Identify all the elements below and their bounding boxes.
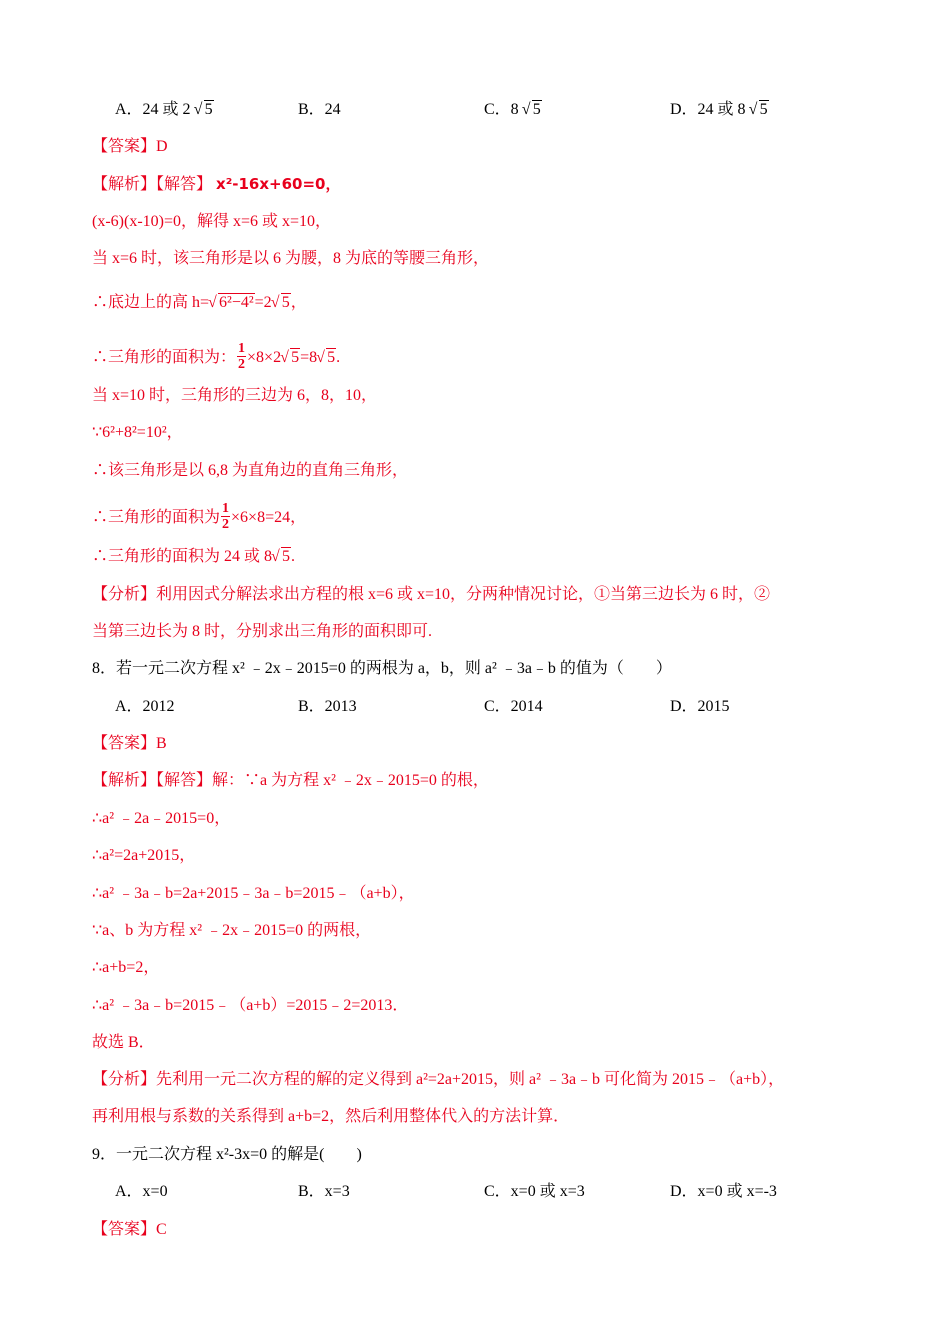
q8-solution-line-7: ∴a² ﹣3a﹣b=2015﹣（a+b）=2015﹣2=2013． xyxy=(92,997,409,1014)
sqrt-symbol: √ 5 xyxy=(523,99,542,121)
q7-option-a-text: A．24 或 2 xyxy=(115,101,195,118)
q8-stem: 8．若一元二次方程 x² ﹣2x﹣2015=0 的两根为 a，b，则 a² ﹣3a﹣b 的值为（ ） xyxy=(92,660,672,677)
q8-solution-line-4: ∴a² ﹣3a﹣b=2a+2015﹣3a﹣b=2015﹣（a+b）， xyxy=(92,885,415,902)
q7-solution-line-9: ∴三角形的面积为 24 或 8√ 5. xyxy=(92,546,295,568)
q7-answer: 【答案】D xyxy=(92,138,168,155)
q9-option-a: A．x=0 xyxy=(115,1183,168,1200)
q7-option-c-text: C．8 xyxy=(484,101,523,118)
q8-solution-line-6: ∴a+b=2， xyxy=(92,959,160,976)
q8-solution-line-8: 故选 B． xyxy=(92,1034,155,1051)
q7-analysis-line-2: 当第三边长为 8 时，分别求出三角形的面积即可. xyxy=(92,623,433,640)
q8-solution-line-2: ∴a² ﹣2a﹣2015=0， xyxy=(92,810,231,827)
q7-solution-line-2: 当 x=6 时，该三角形是以 6 为腰，8 为底的等腰三角形， xyxy=(92,250,490,267)
q7-solution-line-4: ∴三角形的面积为： $\frac{1}{2}$ ×8×2√ 5=8√ 5. xyxy=(92,343,340,374)
sqrt-symbol: √ 6²−4² xyxy=(209,292,255,314)
sqrt-symbol: √ 5 xyxy=(272,292,291,314)
fraction-one-half: $\frac{1}{2}$ xyxy=(222,501,230,532)
q7-solution-line-1: (x-6)(x-10)=0，解得 x=6 或 x=10， xyxy=(92,213,332,230)
q7-solution-header xyxy=(92,173,340,196)
q9-option-d: D．x=0 或 x=-3 xyxy=(670,1183,777,1200)
q9-option-c: C．x=0 或 x=3 xyxy=(484,1183,585,1200)
q7-solution-line-8: ∴三角形的面积为 $\frac{1}{2}$ ×6×8=24， xyxy=(92,501,307,532)
q8-option-c: C．2014 xyxy=(484,698,543,715)
sqrt-symbol: √ 5 xyxy=(195,99,214,121)
q7-option-d xyxy=(670,99,769,121)
q9-stem: 9．一元二次方程 x²-3x=0 的解是( ) xyxy=(92,1146,362,1163)
q8-solution-line-5: ∵a、b 为方程 x² ﹣2x﹣2015=0 的两根， xyxy=(92,922,372,939)
q7-solution-equation: x²-16x+60=0， xyxy=(216,175,341,193)
q7-option-a xyxy=(115,99,214,121)
q7-analysis-line-1: 【分析】利用因式分解法求出方程的根 x=6 或 x=10，分两种情况讨论，①当第三边长为 6 时，② xyxy=(92,586,771,603)
q8-solution-line-1: 【解析】【解答】解：∵a 为方程 x² ﹣2x﹣2015=0 的根， xyxy=(92,772,489,789)
q8-analysis-line-1: 【分析】先利用一元二次方程的解的定义得到 a²=2a+2015，则 a² ﹣3a﹣b 可化简为 2015﹣（a+b）， xyxy=(92,1071,785,1088)
q7-solution-line-5: 当 x=10 时，三角形的三边为 6，8，10， xyxy=(92,387,378,404)
q8-option-b: B．2013 xyxy=(298,698,357,715)
sqrt-symbol: √ 5 xyxy=(272,546,291,568)
q8-option-d: D．2015 xyxy=(670,698,730,715)
q7-solution-label: 【解析】【解答】 xyxy=(92,176,213,193)
sqrt-symbol: √ 5 xyxy=(317,347,336,369)
fraction-one-half: $\frac{1}{2}$ xyxy=(238,341,246,372)
q7-solution-line-7: ∴该三角形是以 6,8 为直角边的直角三角形， xyxy=(92,462,409,479)
q7-solution-line-3: ∴底边上的高 h=√ 6²−4²=2√ 5， xyxy=(92,292,307,314)
sqrt-symbol: √ 5 xyxy=(750,99,769,121)
q7-option-d-text: D．24 或 8 xyxy=(670,101,750,118)
q8-option-a: A．2012 xyxy=(115,698,175,715)
q7-option-c xyxy=(484,99,542,121)
q7-option-b: B．24 xyxy=(298,101,341,118)
q9-answer: 【答案】C xyxy=(92,1221,167,1238)
q8-analysis-line-2: 再利用根与系数的关系得到 a+b=2，然后利用整体代入的方法计算． xyxy=(92,1108,570,1125)
q8-solution-line-3: ∴a²=2a+2015， xyxy=(92,847,196,864)
sqrt-symbol: √ 5 xyxy=(281,347,300,369)
q8-answer: 【答案】B xyxy=(92,735,167,752)
q7-solution-line-6: ∵6²+8²=10²， xyxy=(92,424,183,441)
q9-option-b: B．x=3 xyxy=(298,1183,350,1200)
